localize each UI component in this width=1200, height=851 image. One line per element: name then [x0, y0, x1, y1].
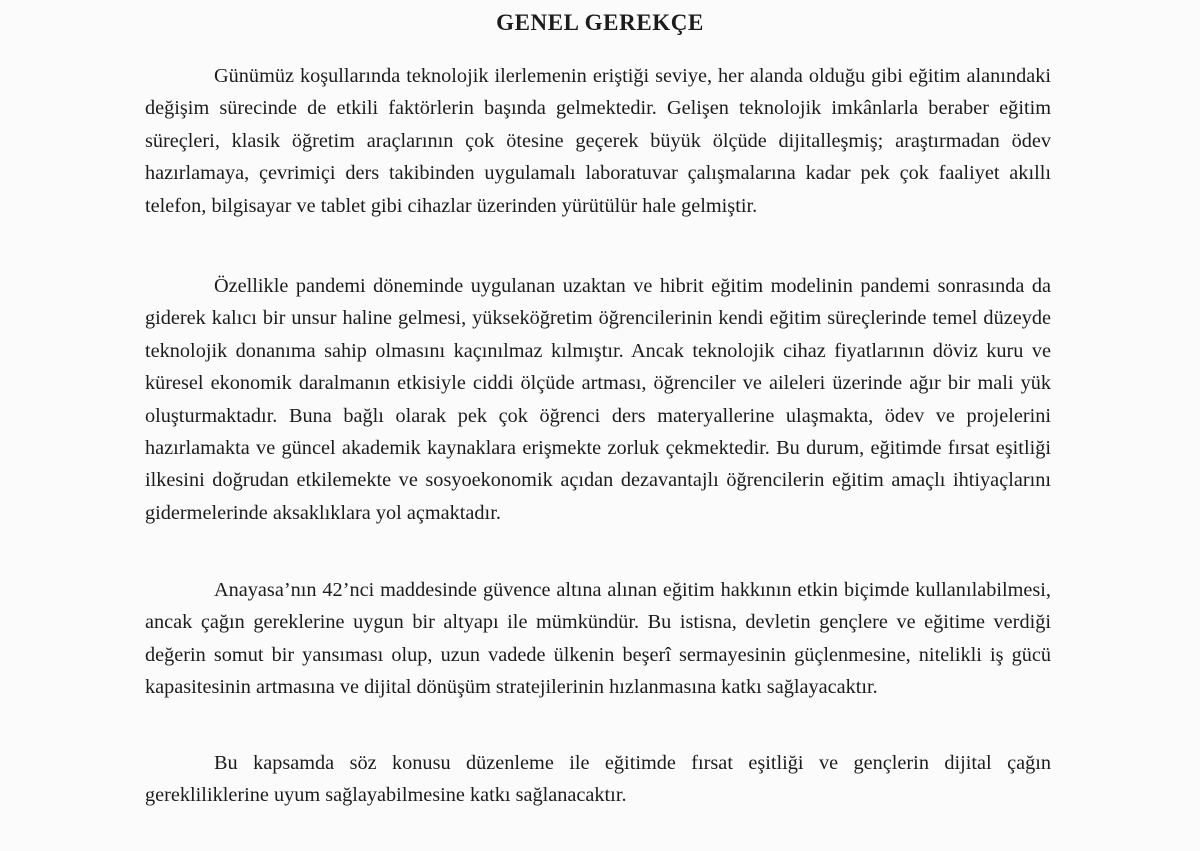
paragraph-1: Günümüz koşullarında teknolojik ilerlemenin eriştiği seviye, her alanda olduğu gibi eğitim alanındaki değişim sürecinde de etkili faktörlerin başında gelmektedir. Gelişen teknolojik imkânlarla beraber eğitim süreçleri, klasik öğretim araçlarının çok ötesine geçerek büyük ölçüde dijitalleşmiş; araştırmadan ödev hazırlamaya, çevrimiçi ders takibinden uygulamalı laboratuvar çalışmalarına kadar pek çok faaliyet akıllı telefon, bilgisayar ve tablet gibi cihazlar üzerinden yürütülür hale gelmiştir.: [145, 65, 1051, 217]
paragraph-4: Bu kapsamda söz konusu düzenleme ile eğitimde fırsat eşitliği ve gençlerin dijital çağın gerekliliklerine uyum sağlayabilmesine katkı sağlanacaktır.: [145, 752, 1051, 807]
paragraph-2: Özellikle pandemi döneminde uygulanan uzaktan ve hibrit eğitim modelinin pandemi sonrasında da giderek kalıcı bir unsur haline gelmesi, yükseköğretim öğrencilerinin kendi eğitim süreçlerinde temel düzeyde teknolojik donanıma sahip olmasını kaçınılmaz kılmıştır. Ancak teknolojik cihaz fiyatlarının döviz kuru ve küresel ekonomik daralmanın etkisiyle ciddi ölçüde artması, öğrenciler ve aileleri üzerinde ağır bir mali yük oluşturmaktadır. Buna bağlı olarak pek çok öğrenci ders materyallerine ulaşmakta, ödev ve projelerini hazırlamakta ve güncel akademik kaynaklara erişmekte zorluk çekmektedir. Bu durum, eğitimde fırsat eşitliği ilkesini doğrudan etkilemekte ve sosyoekonomik açıdan dezavantajlı öğrencilerin eğitim amaçlı ihtiyaçlarını gidermelerinde aksaklıklara yol açmaktadır.: [145, 275, 1051, 524]
paragraph-3: Anayasa’nın 42’nci maddesinde güvence altına alınan eğitim hakkının etkin biçimde kullanılabilmesi, ancak çağın gereklerine uygun bir altyapı ile mümkündür. Bu istisna, devletin gençlere ve eğitime verdiği değerin somut bir yansıması olup, uzun vadede ülkenin beşerî sermayesinin güçlenmesine, nitelikli iş gücü kapasitesinin artmasına ve dijital dönüşüm stratejilerinin hızlanmasına katkı sağlayacaktır.: [145, 579, 1051, 699]
document-title: GENEL GEREKÇE: [496, 10, 704, 35]
